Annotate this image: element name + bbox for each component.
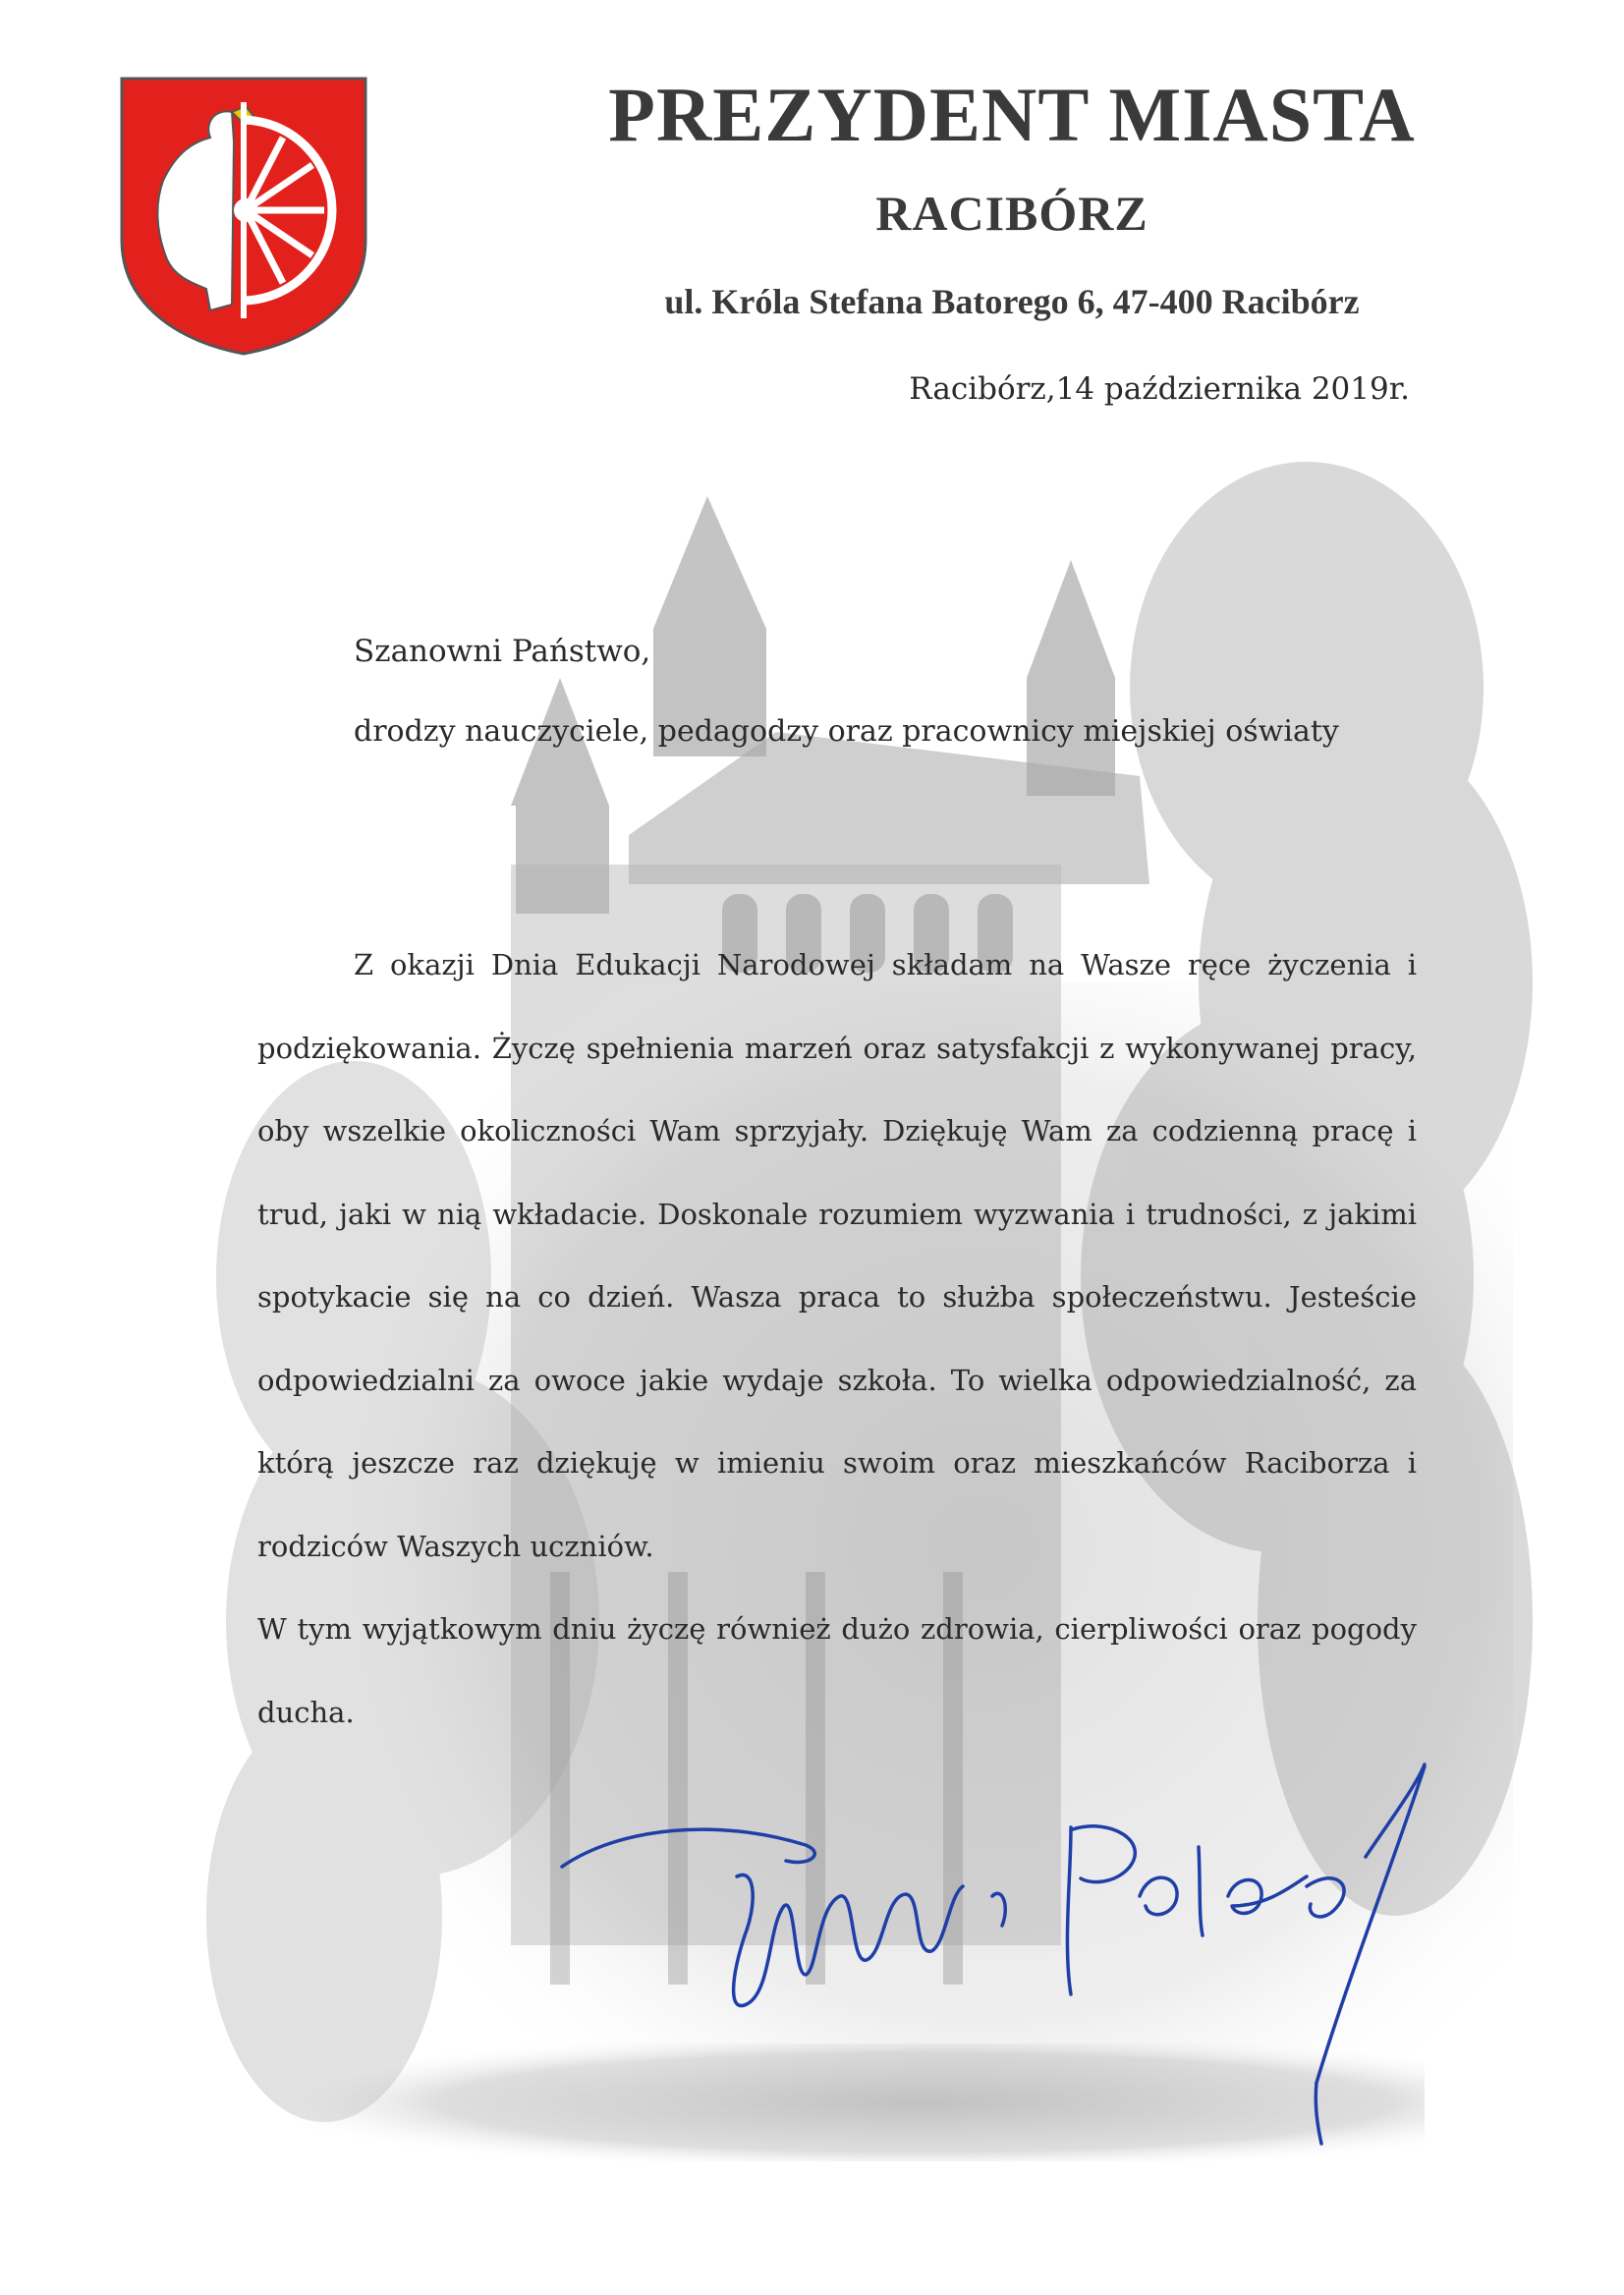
- letterhead-title: PREZYDENT MIASTA: [608, 72, 1416, 157]
- letterhead-address: ul. Króla Stefana Batorego 6, 47-400 Racibórz: [664, 282, 1360, 321]
- letter-date: Racibórz,14 października 2019r.: [909, 371, 1410, 407]
- letter-body: [257, 924, 1417, 1754]
- salutation-addressees: drodzy nauczyciele, pedagodzy oraz pracownicy miejskiej oświaty: [354, 714, 1339, 749]
- body-paragraph: W tym wyjątkowym dniu życzę również dużo zdrowia, cierpliwości oraz pogody ducha.: [257, 1612, 1417, 1729]
- handwritten-signature: [560, 1759, 1503, 2152]
- salutation: Szanowni Państwo,: [354, 634, 651, 669]
- letterhead-city: RACIBÓRZ: [875, 186, 1148, 241]
- body-paragraph: Z okazji Dnia Edukacji Narodowej składam na Wasze ręce życzenia i podziękowania. Życzę spełnienia marzeń oraz satysfakcji z wykonywanej pracy, oby wszelkie okoliczności Wam sprzyjały. Dziękuję Wam za codzienną pracę i trud, jaki w nią wkładacie. Doskonale rozumiem wyzwania i trudności, z jakimi spotykacie się na co dzień. Wasza praca to służba społeczeństwu. Jesteście odpowiedzialni za owoce jakie wydaje szkoła. To wielka odpowiedzialność, za którą jeszcze raz dziękuję w imieniu swoim oraz mieszkańców Raciborza i rodziców Waszych uczniów.: [257, 948, 1417, 1563]
- coat-of-arms-icon: [116, 73, 371, 358]
